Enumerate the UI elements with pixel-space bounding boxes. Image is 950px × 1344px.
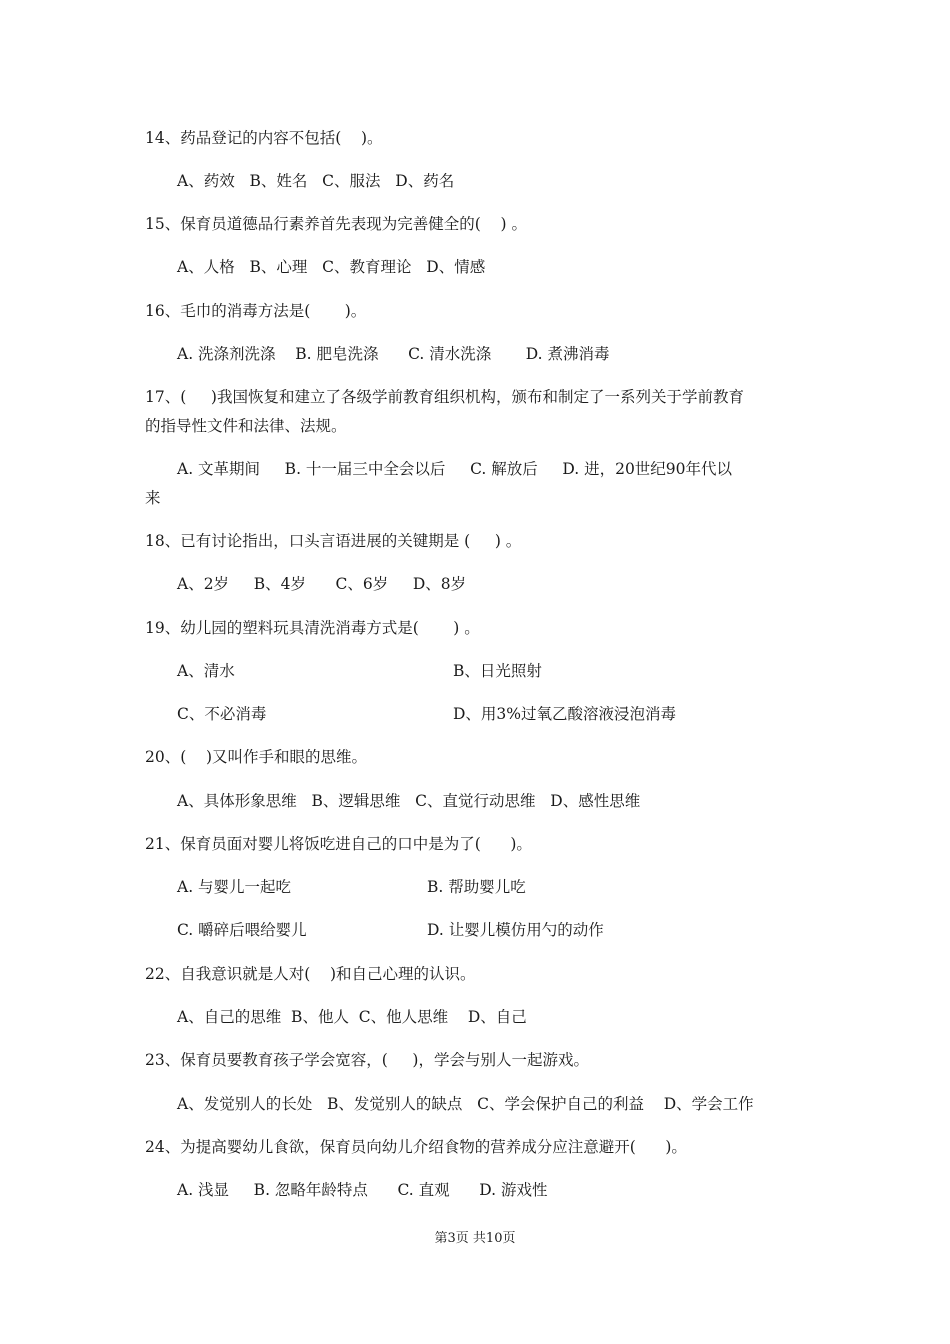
options-15: A、人格 B、心理 C、教育理论 D、情感 — [177, 258, 486, 276]
option-21-a: A. 与婴儿一起吃 — [177, 878, 292, 896]
option-19-d: D、用3%过氧乙酸溶液浸泡消毒 — [453, 705, 677, 723]
option-19-b: B、日光照射 — [453, 662, 542, 680]
question-21: 21、保育员面对婴儿将饭吃进自己的口中是为了( )。 — [145, 835, 532, 853]
question-19: 19、幼儿园的塑料玩具清洗消毒方式是( ) 。 — [145, 619, 480, 637]
question-16: 16、毛巾的消毒方法是( )。 — [145, 302, 367, 320]
question-17-line-2: 的指导性文件和法律、法规。 — [145, 417, 347, 435]
options-16: A. 洗涤剂洗涤 B. 肥皂洗涤 C. 清水洗涤 D. 煮沸消毒 — [177, 345, 610, 363]
option-19-c: C、不必消毒 — [177, 705, 267, 723]
option-21-d: D. 让婴儿模仿用勺的动作 — [427, 921, 604, 939]
question-15: 15、保育员道德品行素养首先表现为完善健全的( ) 。 — [145, 215, 527, 233]
options-17-line-2: 来 — [145, 489, 161, 507]
option-21-c: C. 嚼碎后喂给婴儿 — [177, 921, 307, 939]
options-23: A、发觉别人的长处 B、发觉别人的缺点 C、学会保护自己的利益 D、学会工作 — [177, 1095, 754, 1113]
question-24: 24、为提高婴幼儿食欲，保育员向幼儿介绍食物的营养成分应注意避开( )。 — [145, 1138, 687, 1156]
options-24: A. 浅显 B. 忽略年龄特点 C. 直观 D. 游戏性 — [177, 1181, 548, 1199]
question-23: 23、保育员要教育孩子学会宽容，( )，学会与别人一起游戏。 — [145, 1051, 589, 1069]
option-19-a: A、清水 — [177, 662, 235, 680]
question-14: 14、药品登记的内容不包括( )。 — [145, 129, 383, 147]
question-18: 18、已有讨论指出，口头言语进展的关键期是 ( ) 。 — [145, 532, 522, 550]
option-21-b: B. 帮助婴儿吃 — [427, 878, 526, 896]
question-17-line-1: 17、( )我国恢复和建立了各级学前教育组织机构，颁布和制定了一系列关于学前教育 — [145, 388, 744, 406]
options-18: A、2岁 B、4岁 C、6岁 D、8岁 — [177, 575, 467, 593]
options-22: A、自己的思维 B、他人 C、他人思维 D、自己 — [177, 1008, 527, 1026]
options-20: A、具体形象思维 B、逻辑思维 C、直觉行动思维 D、感性思维 — [177, 792, 641, 810]
options-17-line-1: A. 文革期间 B. 十一届三中全会以后 C. 解放后 D. 进，20世纪90年代以 — [177, 460, 733, 478]
question-22: 22、自我意识就是人对( )和自己心理的认识。 — [145, 965, 476, 983]
page-footer: 第3页 共10页 — [434, 1231, 516, 1246]
question-20: 20、( )又叫作手和眼的思维。 — [145, 748, 368, 766]
options-14: A、药效 B、姓名 C、服法 D、药名 — [177, 172, 455, 190]
